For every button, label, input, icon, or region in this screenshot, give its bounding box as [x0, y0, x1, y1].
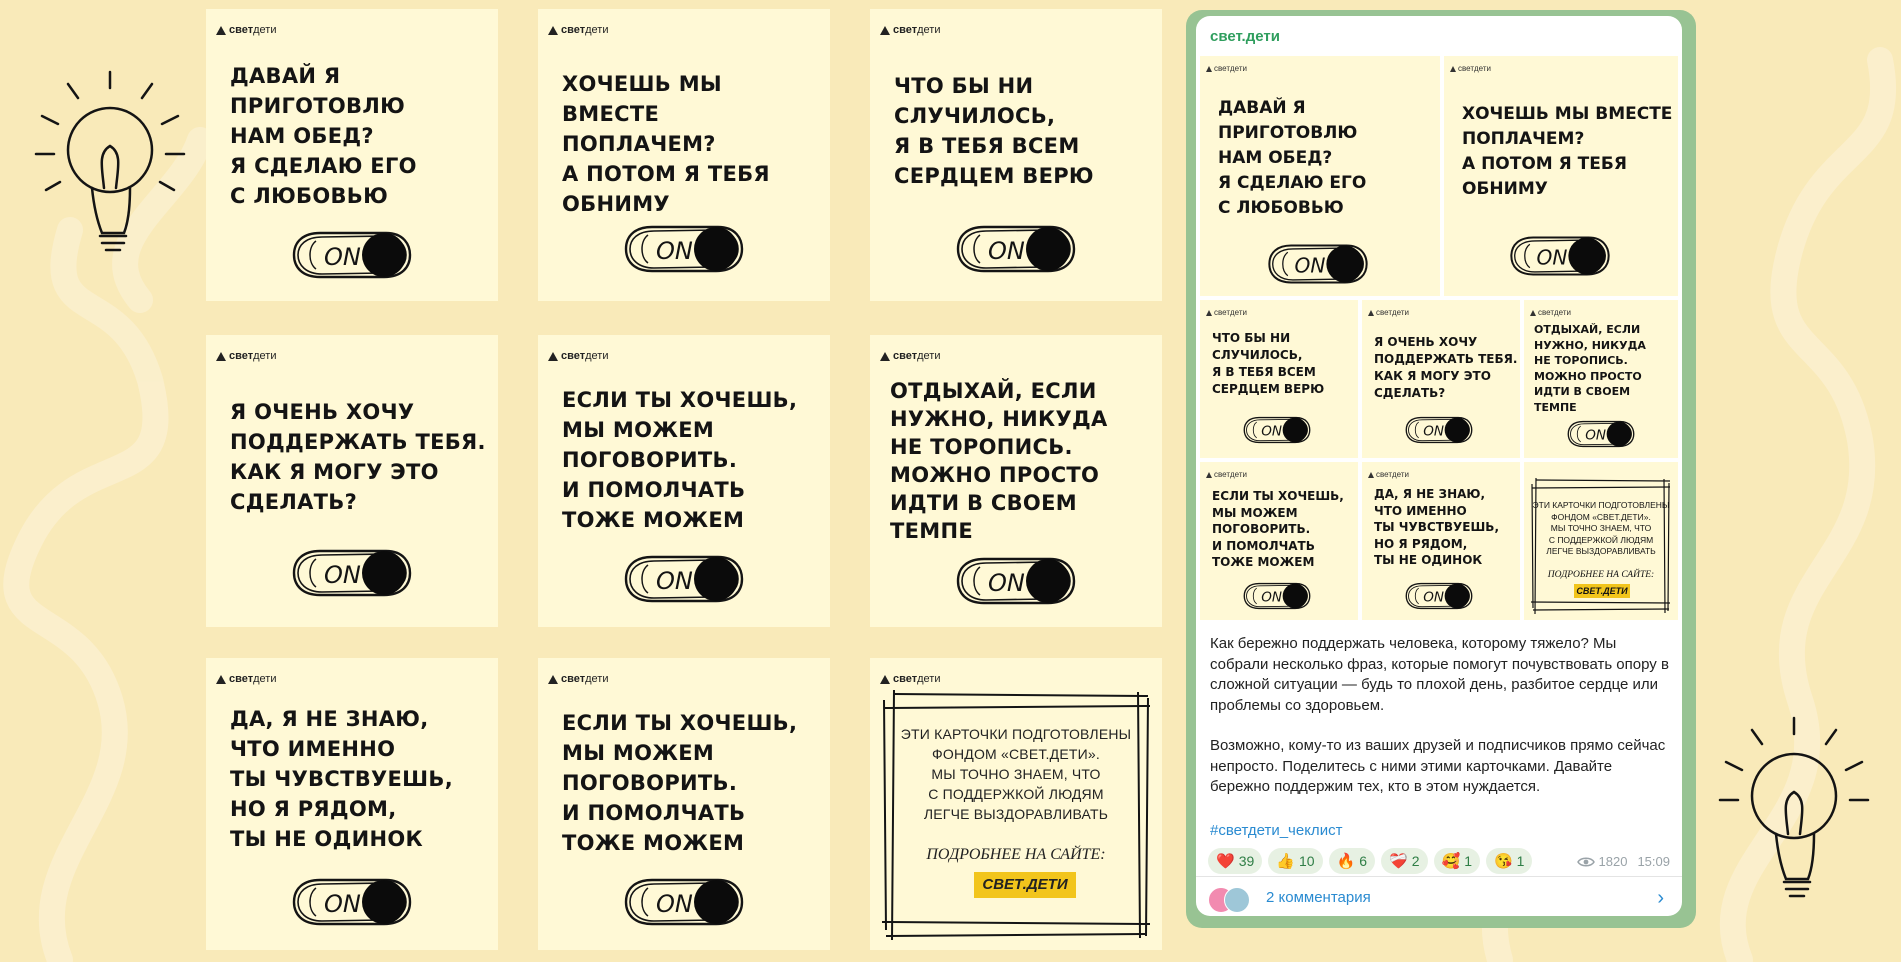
- mini-card-text: ХОЧЕШЬ МЫ ВМЕСТЕ ПОПЛАЧЕМ? А ПОТОМ Я ТЕБЯ ОБНИМУ: [1462, 104, 1673, 199]
- card-text: ЕСЛИ ТЫ ХОЧЕШЬ, МЫ МОЖЕМ ПОГОВОРИТЬ. И ПОМОЛЧАТЬ ТОЖЕ МОЖЕМ: [562, 388, 798, 532]
- comments-button[interactable]: [1196, 876, 1682, 916]
- brand-logo: свет дети: [548, 24, 608, 36]
- mini-card-6[interactable]: [1200, 462, 1358, 620]
- reaction-fire[interactable]: 🔥 6: [1329, 848, 1375, 874]
- logo-triangle-icon: [1450, 66, 1456, 72]
- brand-logo: свет дети: [880, 673, 940, 685]
- svg-text:ON: ON: [1261, 589, 1282, 606]
- post-bubble: [1196, 16, 1682, 916]
- svg-text:ON: ON: [324, 561, 361, 589]
- logo-triangle-icon: [1206, 66, 1212, 72]
- card-1[interactable]: [206, 9, 498, 301]
- telegram-post: [1186, 10, 1696, 928]
- brand-logo: свет дети: [216, 24, 276, 36]
- mini-final-more: ПОДРОБНЕЕ НА САЙТЕ:: [1547, 570, 1655, 580]
- logo-triangle-icon: [880, 352, 890, 361]
- toggle-on-icon: [1242, 580, 1312, 612]
- svg-text:ON: ON: [324, 243, 361, 271]
- mini-card-4[interactable]: [1362, 300, 1520, 458]
- card-7[interactable]: [206, 658, 498, 950]
- svg-text:ON: ON: [1585, 427, 1606, 444]
- card-text: ЧТО БЫ НИ СЛУЧИЛОСЬ, Я В ТЕБЯ ВСЕМ СЕРДЦЕМ ВЕРЮ: [894, 74, 1094, 188]
- mini-final-site[interactable]: СВЕТ.ДЕТИ: [1574, 584, 1630, 598]
- toggle-on-icon: [622, 221, 746, 277]
- mini-card-1[interactable]: [1200, 56, 1440, 296]
- brand-logo: свет дети: [1450, 64, 1491, 73]
- card-2[interactable]: [538, 9, 830, 301]
- toggle-on-icon: [290, 227, 414, 283]
- logo-triangle-icon: [548, 352, 558, 361]
- reaction-smiling-hearts[interactable]: 🥰 1: [1434, 848, 1480, 874]
- logo-triangle-icon: [548, 675, 558, 684]
- lightbulb-left-icon: [18, 58, 198, 258]
- svg-text:ON: ON: [988, 569, 1025, 597]
- comments-count: 2 комментария: [1266, 889, 1371, 906]
- final-card-more: ПОДРОБНЕЕ НА САЙТЕ:: [926, 846, 1106, 863]
- toggle-on-icon: [290, 545, 414, 601]
- brand-logo: свет дети: [548, 350, 608, 362]
- logo-triangle-icon: [880, 675, 890, 684]
- chevron-right-icon: ›: [1657, 887, 1664, 909]
- mini-card-text: ДАВАЙ Я ПРИГОТОВЛЮ НАМ ОБЕД? Я СДЕЛАЮ ЕГО С ЛЮБОВЬЮ: [1218, 98, 1367, 218]
- toggle-on-icon: [1242, 414, 1312, 446]
- mini-card-text: ЕСЛИ ТЫ ХОЧЕШЬ, МЫ МОЖЕМ ПОГОВОРИТЬ. И ПОМОЛЧАТЬ ТОЖЕ МОЖЕМ: [1212, 489, 1344, 569]
- toggle-on-icon: [954, 553, 1078, 609]
- logo-triangle-icon: [548, 26, 558, 35]
- post-time: 15:09: [1637, 854, 1670, 869]
- brand-logo: свет дети: [1206, 308, 1247, 317]
- svg-text:ON: ON: [1423, 423, 1444, 440]
- mini-final-text: ЭТИ КАРТОЧКИ ПОДГОТОВЛЕНЫ ФОНДОМ «СВЕТ.ДЕТИ». МЫ ТОЧНО ЗНАЕМ, ЧТО С ПОДДЕРЖКОЙ ЛЮДЯМ ЛЕГЧЕ ВЫЗДОРАВЛИВАТЬ: [1532, 500, 1670, 556]
- mini-card-2[interactable]: [1444, 56, 1678, 296]
- toggle-on-icon: [1404, 580, 1474, 612]
- brand-logo: свет дети: [1206, 470, 1247, 479]
- lightbulb-right-icon: [1704, 704, 1884, 904]
- brand-logo: свет дети: [1368, 470, 1409, 479]
- logo-triangle-icon: [216, 352, 226, 361]
- mini-card-final[interactable]: [1524, 462, 1678, 620]
- svg-text:ON: ON: [656, 890, 693, 918]
- toggle-on-icon: [1266, 240, 1370, 288]
- card-4[interactable]: [206, 335, 498, 627]
- thumbs-up-icon: 👍: [1276, 853, 1295, 870]
- reaction-heart[interactable]: ❤️ 39: [1208, 848, 1262, 874]
- card-text: ДА, Я НЕ ЗНАЮ, ЧТО ИМЕННО ТЫ ЧУВСТВУЕШЬ, НО Я РЯДОМ, ТЫ НЕ ОДИНОК: [230, 707, 453, 851]
- logo-triangle-icon: [1530, 310, 1536, 316]
- card-text: ЕСЛИ ТЫ ХОЧЕШЬ, МЫ МОЖЕМ ПОГОВОРИТЬ. И ПОМОЛЧАТЬ ТОЖЕ МОЖЕМ: [562, 711, 798, 855]
- mini-card-7[interactable]: [1362, 462, 1520, 620]
- mini-card-5[interactable]: [1524, 300, 1678, 458]
- fire-icon: 🔥: [1336, 853, 1356, 870]
- brand-logo: свет дети: [216, 350, 276, 362]
- mini-card-text: ДА, Я НЕ ЗНАЮ, ЧТО ИМЕННО ТЫ ЧУВСТВУЕШЬ, НО Я РЯДОМ, ТЫ НЕ ОДИНОК: [1374, 487, 1500, 567]
- toggle-on-icon: [622, 551, 746, 607]
- svg-text:ON: ON: [988, 237, 1025, 265]
- mini-card-text: ОТДЫХАЙ, ЕСЛИ НУЖНО, НИКУДА НЕ ТОРОПИСЬ. МОЖНО ПРОСТО ИДТИ В СВОЕМ ТЕМПЕ: [1534, 323, 1646, 414]
- views: 1820: [1577, 854, 1628, 869]
- svg-text:ON: ON: [1536, 245, 1568, 270]
- svg-text:ON: ON: [656, 567, 693, 595]
- card-text: ОТДЫХАЙ, ЕСЛИ НУЖНО, НИКУДА НЕ ТОРОПИСЬ. МОЖНО ПРОСТО ИДТИ В СВОЕМ ТЕМПЕ: [890, 379, 1108, 543]
- brand-logo: свет дети: [880, 350, 940, 362]
- heart-icon: ❤️: [1216, 853, 1235, 870]
- brand-logo: свет дети: [1206, 64, 1247, 73]
- toggle-on-icon: [1566, 418, 1636, 450]
- toggle-on-icon: [954, 221, 1078, 277]
- logo-triangle-icon: [1368, 310, 1374, 316]
- reaction-kiss[interactable]: 😘 1: [1486, 848, 1532, 874]
- svg-text:ON: ON: [1423, 589, 1444, 606]
- logo-triangle-icon: [1206, 472, 1212, 478]
- reaction-thumbs-up[interactable]: 👍 10: [1268, 848, 1322, 874]
- commenter-avatars: [1208, 887, 1252, 913]
- post-paragraph-2: Возможно, кому-то из ваших друзей и подписчиков прямо сейчас непросто. Поделитесь с ними этими карточками. Давайте бережно поддержим тех, кто в этом нуждается.: [1210, 737, 1666, 795]
- brand-logo: свет дети: [1368, 308, 1409, 317]
- toggle-on-icon: [1404, 414, 1474, 446]
- reaction-mending-heart[interactable]: ❤️‍🩹 2: [1381, 848, 1427, 874]
- card-8[interactable]: [538, 658, 830, 950]
- card-3[interactable]: [870, 9, 1162, 301]
- svg-text:ON: ON: [1294, 253, 1326, 278]
- avatar: [1224, 887, 1250, 913]
- eye-icon: [1577, 856, 1595, 868]
- card-5[interactable]: [538, 335, 830, 627]
- toggle-on-icon: [622, 874, 746, 930]
- post-meta: [1577, 854, 1670, 869]
- mini-card-text: Я ОЧЕНЬ ХОЧУ ПОДДЕРЖАТЬ ТЕБЯ. КАК Я МОГУ ЭТО СДЕЛАТЬ?: [1374, 335, 1518, 400]
- brand-logo: свет дети: [880, 24, 940, 36]
- hashtag-link[interactable]: #светдети_чеклист: [1210, 822, 1343, 839]
- card-text: ХОЧЕШЬ МЫ ВМЕСТЕ ПОПЛАЧЕМ? А ПОТОМ Я ТЕБЯ ОБНИМУ: [562, 72, 770, 216]
- logo-triangle-icon: [216, 26, 226, 35]
- mini-card-text: ЧТО БЫ НИ СЛУЧИЛОСЬ, Я В ТЕБЯ ВСЕМ СЕРДЦЕМ ВЕРЮ: [1212, 331, 1325, 396]
- post-text: [1210, 634, 1672, 818]
- logo-triangle-icon: [216, 675, 226, 684]
- brand-logo: свет дети: [1530, 308, 1571, 317]
- brand-logo: свет дети: [216, 673, 276, 685]
- toggle-on-icon: [1508, 232, 1612, 280]
- card-text: ДАВАЙ Я ПРИГОТОВЛЮ НАМ ОБЕД? Я СДЕЛАЮ ЕГО С ЛЮБОВЬЮ: [230, 64, 417, 208]
- channel-name[interactable]: свет.дети: [1210, 28, 1280, 45]
- card-6[interactable]: [870, 335, 1162, 627]
- toggle-on-icon: [290, 874, 414, 930]
- reactions-bar: [1208, 848, 1532, 874]
- mending-heart-icon: ❤️‍🩹: [1389, 853, 1408, 870]
- mini-card-3[interactable]: [1200, 300, 1358, 458]
- logo-triangle-icon: [1206, 310, 1212, 316]
- final-card-site[interactable]: СВЕТ.ДЕТИ: [974, 872, 1076, 898]
- logo-triangle-icon: [1368, 472, 1374, 478]
- card-final[interactable]: [870, 658, 1162, 950]
- svg-text:ON: ON: [324, 890, 361, 918]
- svg-text:ON: ON: [656, 237, 693, 265]
- final-card-text: ЭТИ КАРТОЧКИ ПОДГОТОВЛЕНЫ ФОНДОМ «СВЕТ.ДЕТИ». МЫ ТОЧНО ЗНАЕМ, ЧТО С ПОДДЕРЖКОЙ ЛЮДЯМ ЛЕГЧЕ ВЫЗДОРАВЛИВАТЬ: [900, 726, 1132, 822]
- card-text: Я ОЧЕНЬ ХОЧУ ПОДДЕРЖАТЬ ТЕБЯ. КАК Я МОГУ ЭТО СДЕЛАТЬ?: [230, 400, 486, 514]
- post-paragraph-1: Как бережно поддержать человека, которому тяжело? Мы собрали несколько фраз, которые помогут почувствовать опору в сложной ситуации — будь то плохой день, разбитое сердце или проблемы со здоровьем.: [1210, 635, 1669, 714]
- svg-text:ON: ON: [1261, 423, 1282, 440]
- kiss-icon: 😘: [1493, 853, 1513, 870]
- brand-logo: свет дети: [548, 673, 608, 685]
- logo-triangle-icon: [880, 26, 890, 35]
- smiling-hearts-icon: 🥰: [1441, 853, 1461, 870]
